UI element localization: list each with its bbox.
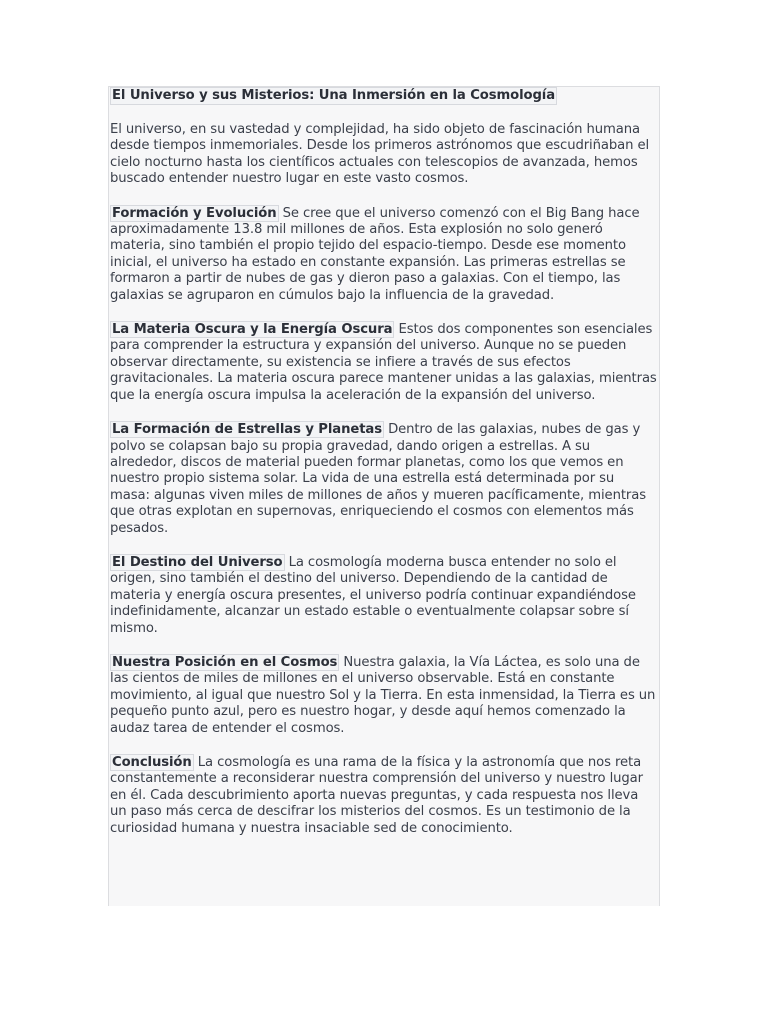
section-text: Dentro de las galaxias, nubes de gas y polvo se colapsan bajo su propia gravedad, dando origen a estrellas. A su alrededor, discos de material pueden formar planetas, como los que vemos en nuestro propio sistema solar. La vida de una estrella está determinada por su masa: algunas viven miles de millones de años y mueren pacíficamente, mientras que otras explotan en supernovas, enriqueciendo el cosmos con elementos más pesados.	[110, 422, 646, 536]
section-heading: La Formación de Estrellas y Planetas	[112, 422, 382, 438]
section-heading: La Materia Oscura y la Energía Oscura	[112, 322, 393, 338]
section-stars-planets	[110, 422, 657, 537]
section-text: La cosmología es una rama de la física y la astronomía que nos reta constantemente a reconsiderar nuestra comprensión del universo y nuestro lugar en él. Cada descubrimiento aporta nuevas preguntas, y cada respuesta nos lleva un paso más cerca de descifrar los misterios del cosmos. Es un testimonio de la curiosidad humana y nuestra insaciable sed de conocimiento.	[110, 755, 643, 836]
section-heading: Nuestra Posición en el Cosmos	[112, 654, 338, 670]
section-formation	[110, 206, 657, 304]
section-text: Nuestra galaxia, la Vía Láctea, es solo una de las cientos de miles de millones en el universo observable. Está en constante movimiento, al igual que nuestro Sol y la Tierra. En esta inmensidad, la Tierra es un pequeño punto azul, pero es nuestro hogar, y desde aquí hemos comenzado la audaz tarea de entender el cosmos.	[110, 654, 656, 736]
section-text: La cosmología moderna busca entender no solo el origen, sino también el destino del universo. Dependiendo de la cantidad de materia y energía oscura presentes, el universo podría continuar expandiéndose indefinidamente, alcanzar un estado estable o eventualmente colapsar sobre sí mismo.	[110, 554, 636, 636]
section-heading: Formación y Evolución	[112, 205, 277, 221]
section-dark-matter	[110, 322, 657, 404]
document-title: El Universo y sus Misterios: Una Inmersión en la Cosmología	[112, 88, 556, 103]
document-page	[108, 86, 660, 906]
intro-paragraph: El universo, en su vastedad y complejidad, ha sido objeto de fascinación humana desde tiempos inmemoriales. Desde los primeros astrónomos que escudriñaban el cielo nocturno hasta los científicos actuales con telescopios de avanzada, hemos buscado entender nuestro lugar en este vasto cosmos.	[110, 122, 650, 187]
section-heading: El Destino del Universo	[112, 554, 283, 570]
section-conclusion	[110, 755, 657, 837]
section-text: Se cree que el universo comenzó con el Big Bang hace aproximadamente 13.8 mil millones de años. Esta explosión no solo generó materia, sino también el propio tejido del espacio-tiempo. Desde ese momento inicial, el universo ha estado en constante expansión. Las primeras estrellas se formaron a partir de nubes de gas y dieron paso a galaxias. Con el tiempo, las galaxias se agruparon en cúmulos bajo la influencia de la gravedad.	[110, 205, 640, 303]
section-our-position	[110, 655, 657, 737]
section-heading: Conclusión	[112, 755, 192, 770]
section-destiny	[110, 555, 657, 637]
section-text: Estos dos componentes son esenciales para comprender la estructura y expansión del universo. Aunque no se pueden observar directamente, su existencia se infiere a través de sus efectos gravitacionales. La materia oscura parece mantener unidas a las galaxias, mientras que la energía oscura impulsa la aceleración de la expansión del universo.	[110, 322, 657, 403]
